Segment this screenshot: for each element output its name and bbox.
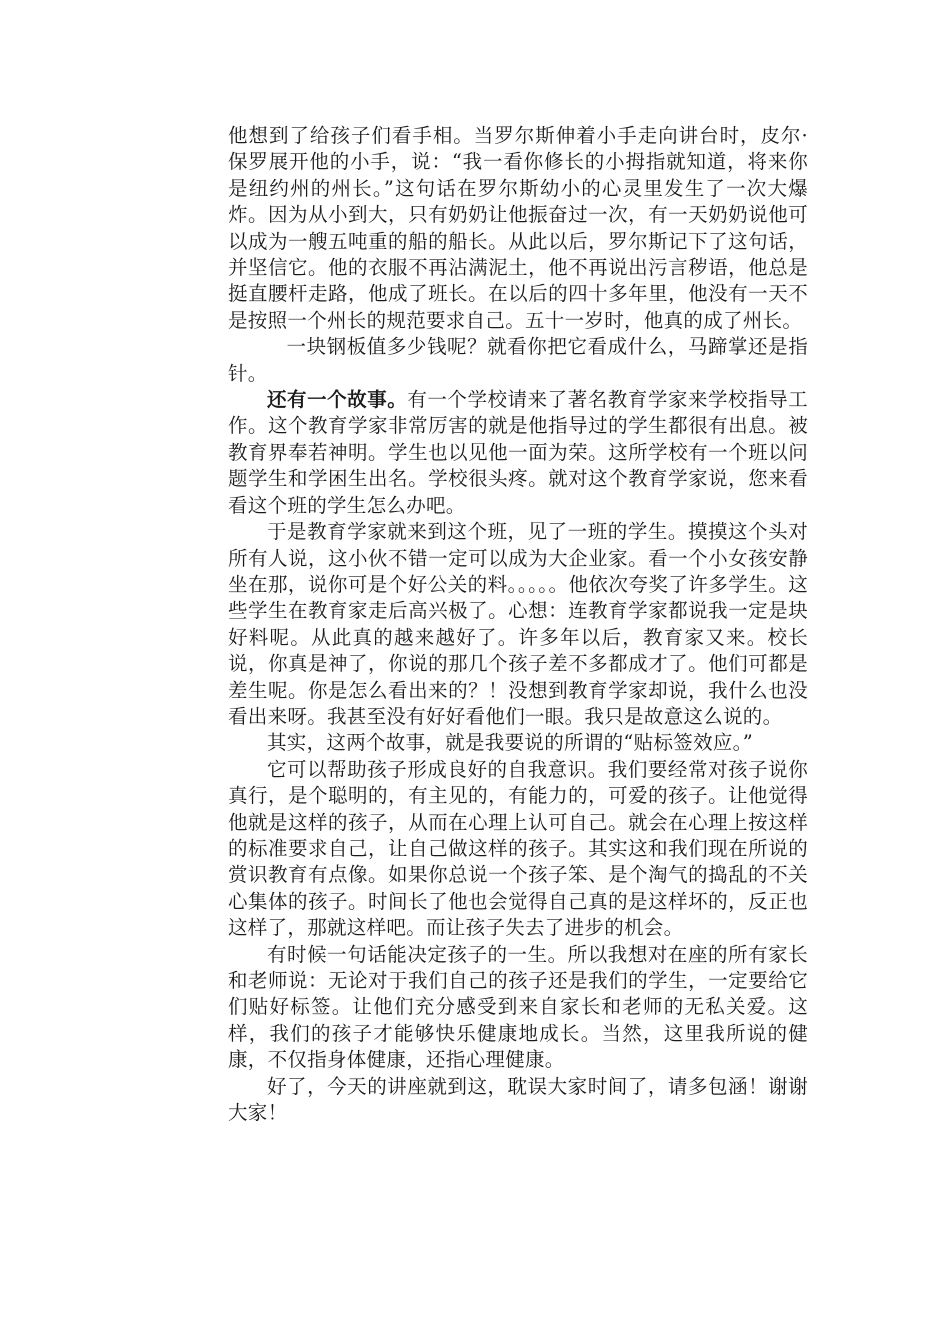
paragraph-educator-visit: 于是教育学家就来到这个班，见了一班的学生。摸摸这个头对所有人说，这小伙不错一定可以成为大企业家。看一个小女孩安静坐在那，说你可是个好公关的料。。。。。他依次夸奖了许多学生。这些学生在教育家走后高兴极了。心想：连教育学家都说我一定是块好料呢。从此真的越来越好了。许多年以后，教育家又来。校长说，你真是神了，你说的那几个孩子差不多都成才了。他们可都是差生呢。你是怎么看出来的？！没想到教育学家却说，我什么也没看出来呀。我甚至没有好好看他们一眼。我只是故意这么说的。 bbox=[228, 520, 808, 728]
paragraph-another-story-text: 有一个学校请来了著名教育学家来学校指导工作。这个教育学家非常厉害的就是他指导过的学生都很有出息。被教育界奉若神明。学生也以见他一面为荣。这所学校有一个班以问题学生和学困生出名。学校很头疼。就对这个教育学家说，您来看看这个班的学生怎么办吧。 bbox=[228, 388, 808, 517]
paragraph-one-sentence: 有时候一句话能决定孩子的一生。所以我想对在座的所有家长和老师说：无论对于我们自己的孩子还是我们的学生，一定要给它们贴好标签。让他们充分感受到来自家长和老师的无私关爱。这样，我们的孩子才能够快乐健康地成长。当然，这里我所说的健康，不仅指身体健康，还指心理健康。 bbox=[228, 942, 808, 1072]
paragraph-lead-heading: 还有一个故事。 bbox=[267, 388, 408, 412]
document-body bbox=[228, 123, 808, 1126]
paragraph-label-effect: 其实，这两个故事，就是我要说的所谓的“贴标签效应。” bbox=[267, 731, 753, 755]
paragraph-closing: 好了，今天的讲座就到这，耽误大家时间了，请多包涵！谢谢大家！ bbox=[228, 1074, 808, 1125]
paragraph-another-story bbox=[228, 387, 808, 519]
paragraph-rawls-story: 他想到了给孩子们看手相。当罗尔斯伸着小手走向讲台时，皮尔·保罗展开他的小手，说：“我一看你修长的小拇指就知道，将来你是纽约州的州长。”这句话在罗尔斯幼小的心灵里发生了一次大爆炸。因为从小到大，只有奶奶让他振奋过一次，有一天奶奶说他可以成为一艘五吨重的船的船长。从此以后，罗尔斯记下了这句话，并坚信它。他的衣服不再沾满泥土，他不再说出污言秽语，他总是挺直腰杆走路，他成了班长。在以后的四十多年里，他没有一天不是按照一个州长的规范要求自己。五十一岁时，他真的成了州长。 bbox=[228, 124, 808, 332]
paragraph-steel-plate: 一块钢板值多少钱呢？就看你把它看成什么，马蹄掌还是指针。 bbox=[228, 335, 808, 385]
paragraph-self-awareness: 它可以帮助孩子形成良好的自我意识。我们要经常对孩子说你真行，是个聪明的，有主见的，有能力的，可爱的孩子。让他觉得他就是这样的孩子，从而在心理上认可自己。就会在心理上按这样的标准要求自己，让自己做这样的孩子。其实这和我们现在所说的赏识教育有点像。如果你总说一个孩子笨、是个淘气的捣乱的不关心集体的孩子。时间长了他也会觉得自己真的是这样坏的，反正也这样了，那就这样吧。而让孩子失去了进步的机会。 bbox=[228, 757, 808, 940]
